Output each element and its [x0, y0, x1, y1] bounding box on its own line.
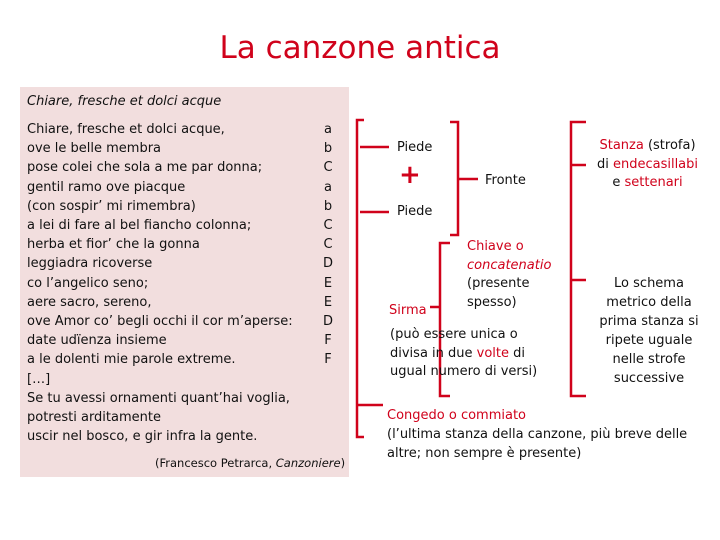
poem-line: leggiadra ricoverse	[27, 256, 153, 272]
poem-line: Chiare, fresche et dolci acque,	[27, 122, 225, 137]
rhyme-letter: a	[324, 122, 332, 137]
citation-work: Canzoniere	[275, 456, 341, 470]
poem-line: gentil ramo ove piacque	[27, 179, 186, 195]
poem-line: herba et fior’ che la gonna	[27, 237, 200, 253]
rhyme-letter: C	[323, 218, 333, 234]
rhyme-letter: D	[322, 256, 333, 272]
piede-2-label: Piede	[397, 204, 433, 219]
plus-sign: +	[399, 160, 421, 190]
settenari-term: settenari	[624, 175, 683, 190]
page-title: La canzone antica	[219, 30, 501, 66]
chiave-note: Chiave o concatenatio (presente spesso)	[467, 239, 552, 310]
stanza-note: Stanza (strofa) di endecasillabi e settenari	[596, 138, 699, 190]
sirma-label: Sirma	[389, 303, 427, 318]
poem-line: (con sospir’ mi rimembra)	[27, 198, 196, 214]
rhyme-letter: F	[324, 333, 332, 349]
volte-term: volte	[476, 345, 510, 361]
poem-line: pose colei che sola a me par donna;	[27, 160, 263, 176]
rhyme-letter: C	[323, 160, 333, 176]
poem-line: a lei di fare al bel fiancho colonna;	[27, 218, 252, 234]
rhyme-letter: b	[323, 141, 333, 157]
stanza-term: Stanza	[599, 138, 644, 153]
poem-line: a le dolenti mie parole extreme.	[27, 352, 236, 368]
poem-line: uscir nel bosco, e gir infra la gente.	[27, 429, 258, 445]
sirma-description: (può essere unica o divisa in due volte di ugual numero di versi)	[390, 327, 538, 379]
poem-line: potresti arditamente	[27, 410, 161, 426]
schema-note: Lo schema metrico della prima stanza si ripete uguale nelle strofe successive	[599, 276, 699, 386]
endecasillabi-term: endecasillabi	[612, 156, 699, 172]
fronte-label: Fronte	[485, 173, 526, 188]
rhyme-letter: E	[323, 275, 333, 291]
poem-line: date udïenza insieme	[27, 333, 167, 349]
rhyme-letter: a	[324, 179, 332, 195]
rhyme-letter: D	[322, 314, 333, 330]
poem-line: aere sacro, sereno,	[27, 294, 152, 310]
poem-line: co l’angelico seno;	[27, 275, 149, 291]
rhyme-letter: F	[324, 352, 332, 368]
stanza-bracket	[357, 120, 364, 437]
fronte-bracket	[450, 122, 458, 235]
rhyme-letter: b	[323, 198, 333, 214]
poem-line: […]	[27, 371, 51, 387]
poem-citation: (Francesco Petrarca, Canzoniere)	[155, 456, 346, 470]
poem-heading: Chiare, fresche et dolci acque	[27, 94, 222, 109]
poem-line: Se tu avessi ornamenti quant’hai voglia,	[27, 390, 290, 406]
congedo-note: Congedo o commiato (l’ultima stanza della canzone, più breve delle altre; non sempre è presente)	[387, 408, 688, 461]
rhyme-letter: C	[323, 237, 333, 253]
piede-1-label: Piede	[397, 140, 433, 155]
congedo-title: Congedo o commiato	[387, 408, 527, 423]
rhyme-letter: E	[323, 294, 333, 310]
poem-line: ove le belle membra	[27, 141, 162, 157]
poem-line: ove Amor co’ begli occhi il cor m’aperse:	[27, 314, 293, 330]
